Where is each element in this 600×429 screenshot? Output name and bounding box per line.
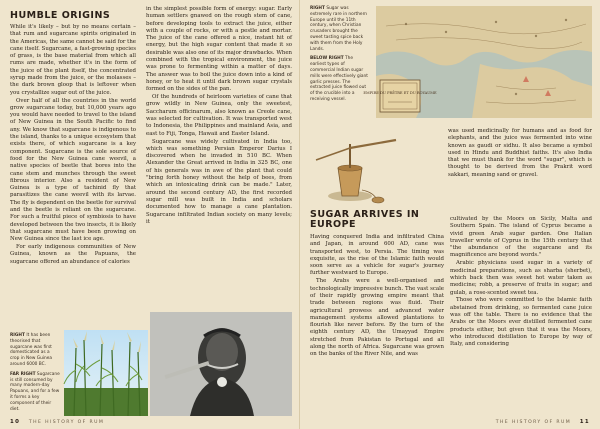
caption-right bbox=[310, 6, 370, 52]
left-column-1 bbox=[10, 24, 136, 329]
paragraph: Having conquered India and infiltrated China and Japan, in around 600 AD, cane was transported west, to Persia. The timing was exquisite, as the rise of the Islamic faith would soon serve as a vehicle for sugar's journey further westward to Europe. bbox=[310, 234, 444, 277]
heading-text: SUGAR ARRIVES IN EUROPE bbox=[310, 209, 420, 230]
caption-label: FAR RIGHT bbox=[10, 371, 36, 377]
right-footer bbox=[496, 419, 590, 425]
right-top-text bbox=[448, 128, 592, 206]
paragraph: The Arabs were a well-organised and technologically impressive bunch. The vast scale of their rapidly growing empire meant that trade between regions was fluid. Their agricultural prowess and advanced water management systems allowed plantations to flourish like never before. By the turn of the eighth century AD, the Umayyad Empire stretched from Pakistan to Portugal and all along the north of Africa. Sugarcane was grown on the banks of the River Nile, and was bbox=[310, 278, 444, 358]
paragraph: While it's likely – but by no means certain – that rum and sugarcane spirits originated in the Americas, the same cannot be said for the cane itself. Sugarcane, a fast-growing species of grass, is the base material from which all rums are made, whether it's in the form of the juice of the plant itself, the concentrated syrup made from the juice, or the molasses – the dark brown gloop that is leftover when you crystallize sugar out of the juice. bbox=[10, 24, 136, 96]
paragraph: Of the hundreds of heirloom varieties of cane that grow wildly in New Guinea, only the sweetest, Saccharum officinarum, also known as Creole cane, was selected for cultivation. It was transported west to Indonesia, the Philippines and mainland Asia, and east to Fiji, Tonga, Hawaii and Easter Island. bbox=[146, 94, 292, 137]
paragraph: Over half of all the countries in the world grow sugarcane today, but 10,000 years ago you would have needed to travel to the island of New Guinea in the South Pacific to find any. We know that sugarcane is indigenous to the island, thanks to a unique ecosystem that exists there, of which sugarcane is a key component. Sugarcane is the sole source of food for the New Guinea cane weevil, a native species of beetle that bores into the cane stem and munches through the sweet fibrous interior. Also a resident of New Guinea is a type of tachinid fly that parasitizes the cane weevil with its larvae. The fly is dependent on the beetle for survival and the beetle is reliant on the sugarcane. For such a fruitful piece of symbiosis to have developed between the two insects, it is likely that sugarcane must have been growing on New Guinea since the last ice age. bbox=[10, 97, 136, 243]
paragraph: was used medicinally for humans and as food for elephants, and the juice was fermented into wine known as gaudi or sidhu. It also became a symbol used in Hindu and Buddhist faiths. It's also India that we must thank for the word "sugar", which is thought to be derived from the Prakrit word sakkari, meaning sand or gravel. bbox=[448, 128, 592, 178]
caption-text: Sugarcane is still consumed by many modern-day Papuans, and for a few it forms a key component of their diet. bbox=[10, 371, 60, 412]
caption-text: The earliest types of commercial Indian sugar mills were effectively giant garlic presses. The extracted juice flowed out of the crucible into a receiving vessel. bbox=[310, 56, 368, 102]
left-column-2 bbox=[146, 6, 292, 346]
section-heading-sugar-arrives-in-europe bbox=[310, 210, 446, 230]
paragraph: in the simplest possible form of energy: sugar. Early human settlers gnawed on the rough stem of cane, before developing tools to extract the juice, either with a couple of rocks, or with a pestle and mortar. The juice of the cane offered a nice, instant hit of energy, but the high sugar content that made it so desirable was also one of its major drawbacks. When combined with the tropical environment, the juice was prone to fermenting within a matter of days. The answer was to boil the juice down into a kind of honey, or to heat it until dark brown sugar crystals formed on the sides of the pan. bbox=[146, 6, 292, 93]
paragraph: Those who were committed to the Islamic faith abstained from drinking, so fermented cane juice was off the table. There is no evidence that the Arabs or the Moors ever distilled fermented cane products either, but given that it was the Moors, who introduced distillation to Europe by way of Italy, and considering bbox=[450, 297, 592, 348]
paragraph: Sugarcane was widely cultivated in India too, which was something Persian Emperor Darius I discovered when he invaded in 510 BC. When Alexander the Great arrived in India in 325 BC, one of his generals was in awe of the plant that could "bring forth honey without the help of bees, from which an intoxicating drink can be made." Later, around the second century AD, the first recorded sugar mill was built in India and scholars documented how to manage a cane plantation. Sugarcane infiltrated Indian society on many levels; it bbox=[146, 138, 292, 225]
left-footer bbox=[10, 419, 104, 425]
caption-text: Sugar was extremely rare in northern Europe until the 11th century, when Christian crusaders brought the sweet tasting spice back with them from the Holy Lands. bbox=[310, 6, 367, 52]
caption-label: RIGHT bbox=[10, 333, 25, 338]
page-number: 11 bbox=[579, 419, 590, 425]
section-heading-humble-origins: HUMBLE ORIGINS bbox=[10, 10, 111, 21]
right-column-1 bbox=[310, 234, 444, 414]
left-image-captions bbox=[10, 333, 60, 413]
paragraph: For early indigenous communities of New Guinea, known as the Papuans, the sugarcane offered an abundance of calories bbox=[10, 244, 136, 265]
sugarcane-field-photo bbox=[64, 330, 148, 416]
caption-right bbox=[10, 333, 60, 368]
caption-far-right bbox=[10, 372, 60, 413]
running-title: THE HISTORY OF RUM bbox=[28, 420, 105, 425]
paragraph: Arabic physicians used sugar in a variety of medicinal preparations, such as sharba (sherbet), which back then was sweet hot water taken as medicine; robb, a preserve of fruits in sugar; and gulab, a rose-scented sweet tea. bbox=[450, 260, 592, 296]
sugar-mill-illustration bbox=[310, 138, 402, 208]
caption-text: It has been theorised that sugarcane was first domesticated as a crop in New Guinea around 6000 BC. bbox=[10, 333, 53, 367]
right-column-2 bbox=[450, 216, 592, 414]
caption-label: BELOW RIGHT bbox=[310, 56, 344, 62]
old-world-map-illustration bbox=[363, 6, 592, 118]
paragraph: cultivated by the Moors on Sicily, Malta and Southern Spain. The island of Cyprus became a vivid green Arab sugar garden. One Italian traveller wrote of Cyprus in the 15th century that "the abundance of the sugarcane and its magnificence are beyond words." bbox=[450, 216, 592, 259]
map-cartouche-text: EMPIRE DU PRÊTRE ET DU ROYAUME bbox=[363, 91, 437, 95]
papuan-man-photo bbox=[150, 312, 292, 416]
caption-below-right bbox=[310, 56, 370, 102]
right-page bbox=[300, 0, 600, 429]
caption-label: RIGHT bbox=[310, 6, 325, 11]
right-image-captions bbox=[310, 6, 370, 141]
page-number: 10 bbox=[10, 419, 21, 425]
running-title: THE HISTORY OF RUM bbox=[495, 420, 572, 425]
